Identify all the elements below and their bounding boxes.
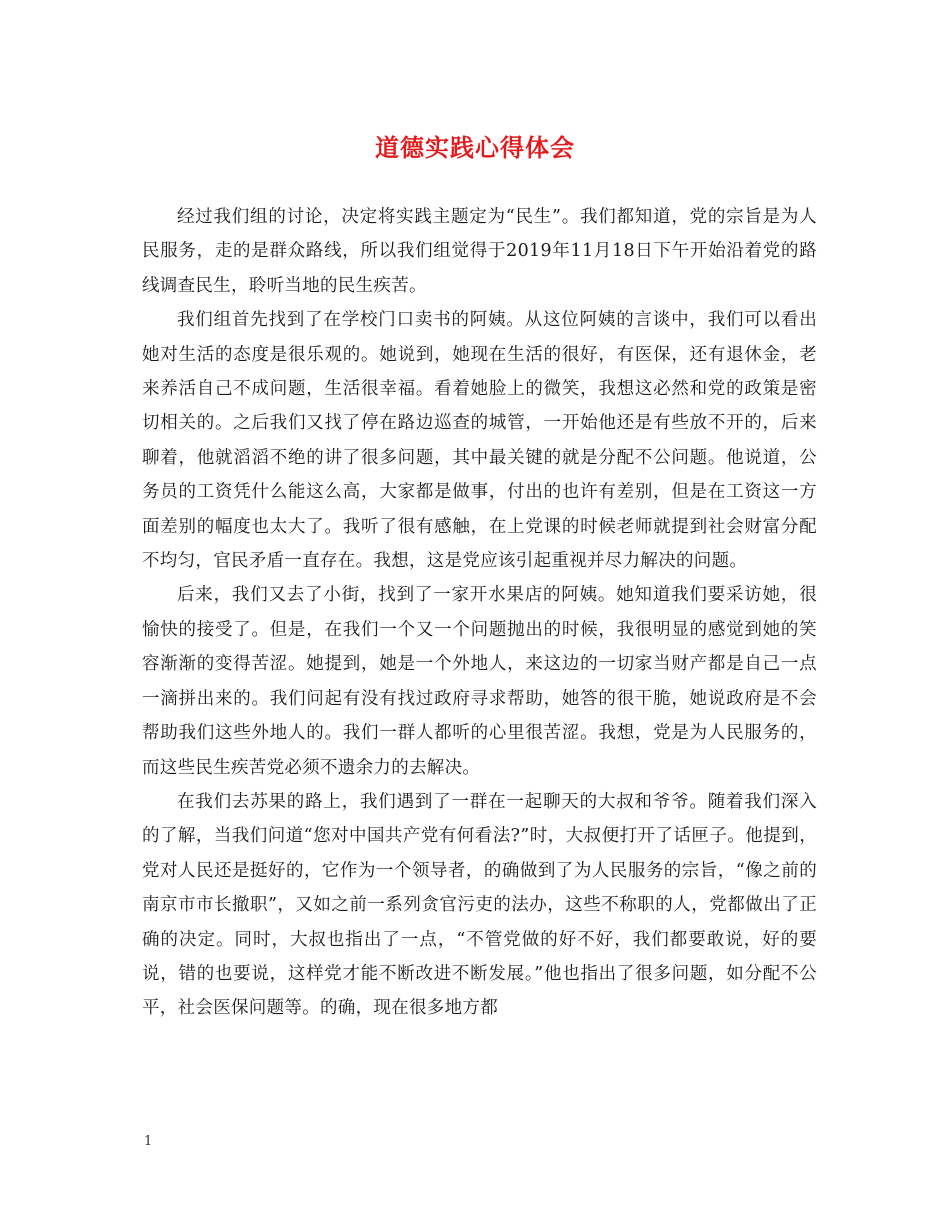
paragraph-2: 我们组首先找到了在学校门口卖书的阿姨。从这位阿姨的言谈中，我们可以看出她对生活的态度是很乐观的。她说到，她现在生活的很好，有医保，还有退休金，老来养活自己不成问题，生活很幸福。看着她脸上的微笑，我想这必然和党的政策是密切相关的。之后我们又找了停在路边巡查的城管，一开始他还是有些放不开的，后来聊着，他就滔滔不绝的讲了很多问题，其中最关键的就是分配不公问题。他说道，公务员的工资凭什么能这么高，大家都是做事，付出的也许有差别，但是在工资这一方面差别的幅度也太大了。我听了很有感触，在上党课的时候老师就提到社会财富分配不均匀，官民矛盾一直存在。我想，这是党应该引起重视并尽力解决的问题。 <box>142 310 817 572</box>
page-number: 1 <box>144 1134 153 1149</box>
paragraph-3: 后来，我们又去了小街，找到了一家开水果店的阿姨。她知道我们要采访她，很愉快的接受了。但是，在我们一个又一个问题抛出的时候，我很明显的感觉到她的笑容渐渐的变得苦涩。她提到，她是一个外地人，来这边的一切家当财产都是自己一点一滴拼出来的。我们问起有没有找过政府寻求帮助，她答的很干脆，她说政府是不会帮助我们这些外地人的。我们一群人都听的心里很苦涩。我想，党是为人民服务的，而这些民生疾苦党必须不遗余力的去解决。 <box>142 585 817 778</box>
document-body <box>142 200 817 1026</box>
document-title: 道德实践心得体会 <box>375 133 575 162</box>
paragraph-1: 经过我们组的讨论，决定将实践主题定为“民生”。我们都知道，党的宗旨是为人民服务，走的是群众路线，所以我们组觉得于2019年11月18日下午开始沿着党的路线调查民生，聆听当地的民生疾苦。 <box>142 207 817 296</box>
paragraph-4: 在我们去苏果的路上，我们遇到了一群在一起聊天的大叔和爷爷。随着我们深入的了解，当我们问道“您对中国共产党有何看法?”时，大叔便打开了话匣子。他提到，党对人民还是挺好的，它作为一个领导者，的确做到了为人民服务的宗旨，“像之前的南京市市长撤职”，又如之前一系列贪官污吏的法办，这些不称职的人，党都做出了正确的决定。同时，大叔也指出了一点，“不管党做的好不好，我们都要敢说，好的要说，错的也要说，这样党才能不断改进不断发展。”他也指出了很多问题，如分配不公平，社会医保问题等。的确，现在很多地方都 <box>142 791 817 1019</box>
